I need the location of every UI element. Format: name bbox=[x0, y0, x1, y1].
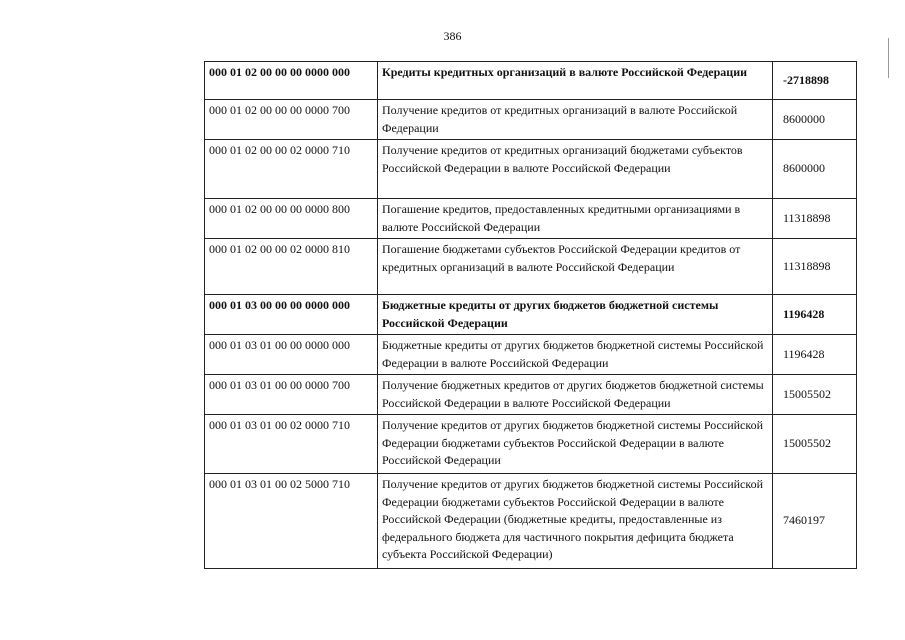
amount-cell: 8600000 bbox=[773, 100, 857, 140]
budget-code-cell: 000 01 02 00 00 02 0000 810 bbox=[205, 239, 378, 295]
budget-code-cell: 000 01 02 00 00 02 0000 710 bbox=[205, 140, 378, 199]
amount-cell: 1196428 bbox=[773, 335, 857, 375]
item-name-cell: Получение кредитов от кредитных организаций в валюте Российской Федерации bbox=[378, 100, 773, 140]
amount-cell: 15005502 bbox=[773, 415, 857, 474]
table-row bbox=[205, 239, 857, 295]
amount-cell: 11318898 bbox=[773, 239, 857, 295]
amount-cell: 11318898 bbox=[773, 199, 857, 239]
item-name-cell: Кредиты кредитных организаций в валюте Российской Федерации bbox=[378, 62, 773, 100]
budget-code-cell: 000 01 03 01 00 02 5000 710 bbox=[205, 474, 378, 569]
table-row bbox=[205, 62, 857, 100]
item-name-cell: Бюджетные кредиты от других бюджетов бюджетной системы Российской Федерации bbox=[378, 295, 773, 335]
budget-sources-table bbox=[204, 61, 857, 569]
amount-cell: 8600000 bbox=[773, 140, 857, 199]
budget-code-cell: 000 01 03 01 00 02 0000 710 bbox=[205, 415, 378, 474]
table-row bbox=[205, 140, 857, 199]
item-name-cell: Получение кредитов от кредитных организаций бюджетами субъектов Российской Федерации в валюте Российской Федерации bbox=[378, 140, 773, 199]
amount-cell: 7460197 bbox=[773, 474, 857, 569]
table-row bbox=[205, 335, 857, 375]
item-name-cell: Погашение бюджетами субъектов Российской Федерации кредитов от кредитных организаций в валюте Российской Федерации bbox=[378, 239, 773, 295]
amount-cell: -2718898 bbox=[773, 62, 857, 100]
table-row bbox=[205, 375, 857, 415]
item-name-cell: Погашение кредитов, предоставленных кредитными организациями в валюте Российской Федерации bbox=[378, 199, 773, 239]
budget-code-cell: 000 01 03 00 00 00 0000 000 bbox=[205, 295, 378, 335]
budget-code-cell: 000 01 03 01 00 00 0000 700 bbox=[205, 375, 378, 415]
table-row bbox=[205, 295, 857, 335]
item-name-cell: Бюджетные кредиты от других бюджетов бюджетной системы Российской Федерации в валюте Российской Федерации bbox=[378, 335, 773, 375]
page-number: 386 bbox=[443, 29, 462, 43]
table-row bbox=[205, 199, 857, 239]
table-row bbox=[205, 415, 857, 474]
budget-code-cell: 000 01 02 00 00 00 0000 000 bbox=[205, 62, 378, 100]
item-name-cell: Получение бюджетных кредитов от других бюджетов бюджетной системы Российской Федерации в валюте Российской Федерации bbox=[378, 375, 773, 415]
table-row bbox=[205, 474, 857, 569]
amount-cell: 15005502 bbox=[773, 375, 857, 415]
budget-code-cell: 000 01 02 00 00 00 0000 800 bbox=[205, 199, 378, 239]
budget-code-cell: 000 01 02 00 00 00 0000 700 bbox=[205, 100, 378, 140]
scan-edge-mark bbox=[888, 38, 889, 78]
amount-cell: 1196428 bbox=[773, 295, 857, 335]
budget-code-cell: 000 01 03 01 00 00 0000 000 bbox=[205, 335, 378, 375]
item-name-cell: Получение кредитов от других бюджетов бюджетной системы Российской Федерации бюджетами субъектов Российской Федерации в валюте Российской Федерации (бюджетные кредиты, предоставленные из федерального бюджета для частичного покрытия дефицита бюджета субъекта Российской Федерации) bbox=[378, 474, 773, 569]
table-row bbox=[205, 100, 857, 140]
item-name-cell: Получение кредитов от других бюджетов бюджетной системы Российской Федерации бюджетами субъектов Российской Федерации в валюте Российской Федерации bbox=[378, 415, 773, 474]
